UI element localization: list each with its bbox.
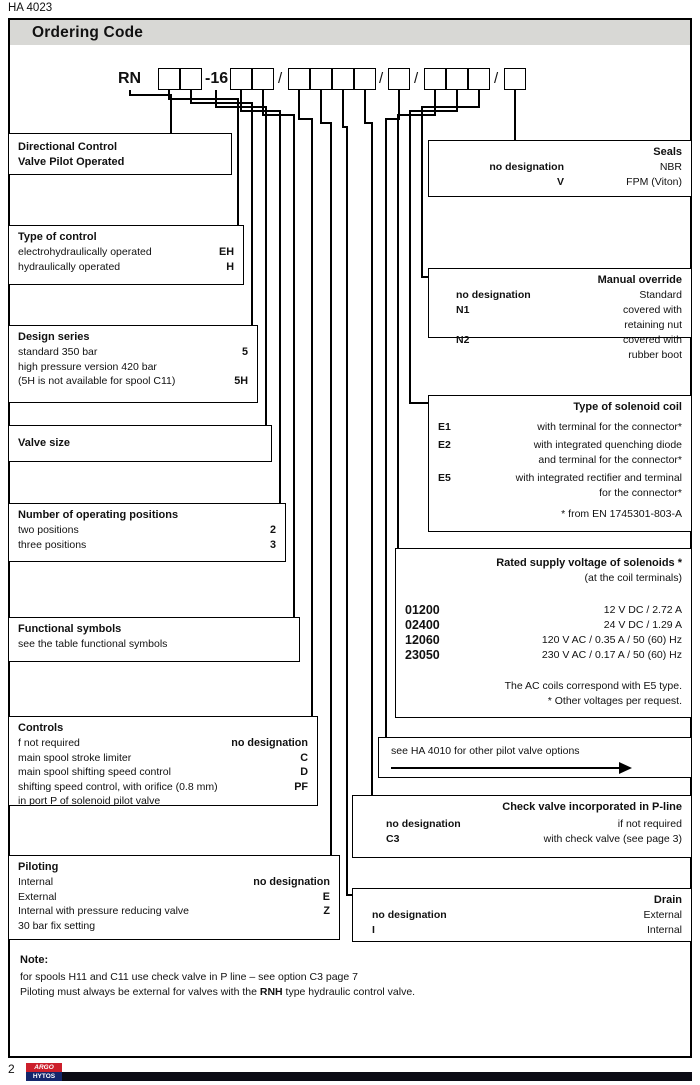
block-title: Directional Control	[18, 141, 118, 153]
code-separator: /	[278, 70, 283, 87]
spec-code: no designation	[372, 909, 447, 921]
connector-line-segment	[262, 114, 295, 116]
spec-row	[18, 794, 308, 809]
spec-code: E5	[438, 472, 451, 484]
code-size: -16	[205, 70, 229, 87]
spec-row	[438, 160, 682, 175]
spec-row	[438, 453, 682, 468]
connector-line-segment	[240, 90, 242, 110]
spec-row	[438, 486, 682, 501]
spec-row	[18, 523, 276, 538]
spec-label: with integrated rectifier and terminal	[515, 472, 682, 484]
spec-label: standard 350 bar	[18, 346, 98, 358]
spec-code: 12060	[405, 633, 440, 647]
spec-code: C3	[386, 833, 400, 845]
spec-row	[362, 923, 682, 938]
code-separator: /	[414, 70, 419, 87]
spec-label: with integrated quenching diode	[533, 439, 682, 451]
connector-line-segment	[215, 90, 217, 106]
block-title: Functional symbols	[18, 623, 122, 635]
spec-label: see the table functional symbols	[18, 638, 168, 650]
spec-row	[18, 260, 234, 275]
connector-line-segment	[409, 402, 430, 404]
footer-page-number: 2	[8, 1062, 15, 1076]
block-note: The AC coils correspond with E5 type.	[504, 680, 682, 692]
connector-line-segment	[293, 114, 295, 618]
block-title: Number of operating positions	[18, 509, 179, 521]
connector-line-segment	[330, 122, 332, 856]
spec-row	[18, 875, 330, 890]
block-title: Controls	[18, 722, 64, 734]
code-box	[468, 68, 490, 90]
spec-row	[438, 303, 682, 333]
spec-label: Standard	[639, 289, 682, 301]
spec-row	[18, 538, 276, 553]
spec-code: 02400	[405, 618, 440, 632]
page-title: Ordering Code	[32, 23, 144, 41]
spec-code: N2	[456, 334, 470, 346]
spec-label: Internal with pressure reducing valve	[18, 905, 190, 918]
spec-row	[18, 780, 308, 795]
spec-code: 23050	[405, 648, 440, 662]
spec-code: Z	[323, 905, 330, 918]
connector-line-segment	[342, 90, 344, 126]
spec-row	[438, 471, 682, 486]
spec-code: E	[322, 890, 330, 903]
block-note: * Other voltages per request.	[547, 695, 682, 707]
connector-line-segment	[262, 90, 264, 114]
spec-label: if not required	[617, 818, 682, 830]
block-title: Check valve incorporated in P-line	[502, 801, 682, 813]
code-separator: /	[379, 70, 384, 87]
spec-row	[18, 345, 248, 360]
connector-line-segment	[190, 102, 253, 104]
code-box	[288, 68, 310, 90]
block-text: see HA 4010 for other pilot valve options	[391, 745, 580, 757]
code-box	[230, 68, 252, 90]
block-valve-size	[8, 425, 272, 462]
spec-code: no designation	[386, 818, 461, 830]
spec-row	[405, 633, 682, 648]
footer-bar	[62, 1072, 692, 1081]
connector-line-segment	[265, 106, 267, 426]
block-title: Rated supply voltage of solenoids *	[496, 557, 682, 569]
block-title: Manual override	[597, 274, 682, 286]
block-supply-voltage	[395, 548, 692, 718]
connector-line-segment	[240, 110, 281, 112]
block-check-valve	[352, 795, 692, 858]
spec-label: shifting speed control, with orifice (0.8 mm)	[18, 780, 218, 793]
spec-code: 5H	[234, 375, 248, 388]
connector-line-segment	[514, 90, 516, 141]
spec-code: C	[300, 751, 308, 764]
spec-label: three positions	[18, 538, 87, 551]
spec-code: H	[226, 260, 234, 273]
spec-code: no designation	[231, 737, 308, 749]
spec-label: for the connector*	[599, 487, 682, 499]
note-label: Note:	[20, 954, 49, 966]
connector-line-segment	[371, 122, 373, 796]
spec-code: D	[300, 766, 308, 779]
connector-line-segment	[279, 110, 281, 504]
spec-label: in port P of solenoid pilot valve	[18, 795, 161, 808]
note-line: for spools H11 and C11 use check valve in P line – see option C3 page 7	[20, 971, 358, 983]
block-functional-symbols	[8, 617, 300, 662]
doc-reference: HA 4023	[8, 2, 53, 14]
spec-code: 2	[269, 524, 276, 536]
spec-label: hydraulically operated	[18, 260, 121, 273]
block-type-of-control	[8, 225, 244, 285]
connector-line-segment	[421, 106, 423, 276]
header-bar	[10, 20, 690, 45]
spec-code: E2	[438, 439, 451, 451]
connector-line-segment	[397, 114, 399, 549]
brand-logo-hytos: HYTOS	[26, 1072, 62, 1081]
connector-line-segment	[237, 98, 239, 226]
spec-code: E1	[438, 421, 451, 433]
spec-label: with terminal for the connector*	[537, 421, 682, 433]
spec-label: NBR	[659, 161, 682, 173]
spec-label: 30 bar fix setting	[18, 919, 96, 932]
spec-row	[438, 333, 682, 363]
spec-label: FPM (Viton)	[626, 176, 682, 188]
spec-row	[18, 751, 308, 766]
block-title: Type of solenoid coil	[573, 401, 682, 413]
spec-label: f not required	[18, 737, 80, 749]
code-box	[354, 68, 376, 90]
block-solenoid-coil	[428, 395, 692, 532]
spec-row	[362, 817, 682, 832]
block-pilot-valve-options	[378, 737, 692, 778]
code-box	[310, 68, 332, 90]
note-text: type hydraulic control valve.	[282, 986, 416, 998]
connector-line-segment	[320, 90, 322, 122]
connector-line-segment	[168, 90, 170, 98]
connector-line-segment	[251, 102, 253, 326]
spec-code: 5	[241, 346, 248, 358]
connector-line-segment	[168, 98, 239, 100]
note-bold-text: RNH	[259, 986, 283, 998]
spec-label: covered with rubber boot	[623, 334, 682, 361]
code-box	[446, 68, 468, 90]
spec-label: covered with retaining nut	[623, 304, 682, 331]
spec-row	[18, 245, 234, 260]
block-title: Seals	[653, 146, 682, 158]
code-box	[332, 68, 354, 90]
spec-row	[405, 618, 682, 633]
spec-row	[18, 919, 330, 934]
code-box	[504, 68, 526, 90]
block-subtitle: (at the coil terminals)	[584, 572, 682, 584]
arrow-line	[391, 767, 619, 769]
spec-label: two positions	[18, 524, 79, 536]
spec-code	[438, 453, 480, 468]
spec-row	[438, 438, 682, 453]
spec-code	[438, 486, 480, 501]
block-manual-override	[428, 268, 692, 361]
spec-row	[18, 637, 290, 652]
spec-row	[438, 288, 682, 303]
spec-row	[18, 904, 330, 919]
connector-line-segment	[397, 114, 436, 116]
note-line	[20, 986, 415, 998]
code-box	[180, 68, 202, 90]
block-title: Drain	[653, 894, 682, 906]
block-title: Type of control	[18, 231, 97, 243]
spec-label: with check valve (see page 3)	[543, 833, 682, 845]
block-seals	[428, 140, 692, 197]
connector-line-segment	[129, 94, 172, 96]
spec-label: Internal	[18, 876, 54, 888]
block-title: Valve Pilot Operated	[18, 156, 125, 168]
block-controls	[8, 716, 318, 806]
connector-line-segment	[190, 90, 192, 102]
connector-line-segment	[385, 118, 387, 738]
spec-code: no designation	[489, 161, 564, 173]
connector-line-segment	[478, 90, 480, 106]
spec-label: main spool stroke limiter	[18, 751, 132, 764]
spec-row	[18, 890, 330, 905]
spec-label: External	[18, 890, 57, 903]
note-text: Piloting must always be external for valves with the	[20, 986, 260, 998]
spec-row	[438, 420, 682, 435]
arrow-right-icon	[619, 762, 632, 774]
spec-code: 3	[269, 538, 276, 551]
spec-code: N1	[456, 304, 470, 316]
spec-row	[405, 648, 682, 663]
spec-label: and terminal for the connector*	[538, 454, 682, 466]
code-separator: /	[494, 70, 499, 87]
spec-code: V	[556, 176, 564, 188]
spec-row	[362, 832, 682, 847]
block-title: Valve size	[18, 437, 70, 449]
block-footnote: * from EN 1745301-803-A	[561, 508, 682, 520]
block-operating-positions	[8, 503, 286, 562]
spec-row	[362, 908, 682, 923]
spec-label: 230 V AC / 0.17 A / 50 (60) Hz	[541, 649, 682, 661]
connector-line-segment	[346, 126, 348, 894]
spec-row	[405, 603, 682, 618]
connector-line-segment	[409, 110, 411, 402]
code-box	[252, 68, 274, 90]
code-box	[158, 68, 180, 90]
connector-line-segment	[298, 90, 300, 118]
spec-code: PF	[294, 780, 308, 793]
spec-label: main spool shifting speed control	[18, 766, 171, 779]
connector-line-segment	[170, 94, 172, 134]
spec-label: 120 V AC / 0.35 A / 50 (60) Hz	[541, 634, 682, 646]
connector-line-segment	[421, 106, 480, 108]
spec-code: 01200	[405, 603, 440, 617]
code-prefix: RN	[118, 70, 142, 87]
spec-label: Internal	[646, 924, 682, 936]
spec-label: 24 V DC / 1.29 A	[603, 619, 682, 631]
spec-label: (5H is not available for spool C11)	[18, 375, 176, 388]
block-piloting	[8, 855, 340, 940]
spec-row	[18, 374, 248, 389]
spec-row	[18, 360, 248, 375]
connector-line-segment	[409, 110, 458, 112]
connector-line-segment	[364, 90, 366, 122]
block-drain	[352, 888, 692, 942]
code-box	[424, 68, 446, 90]
block-title: Design series	[18, 331, 90, 343]
spec-label: electrohydraulically operated	[18, 246, 152, 258]
block-title: Piloting	[18, 861, 59, 873]
spec-row	[438, 175, 682, 190]
spec-code: I	[372, 924, 375, 936]
brand-logo-argo: ARGO	[26, 1063, 62, 1072]
spec-code: no designation	[456, 289, 531, 301]
block-design-series	[8, 325, 258, 403]
block-directional-control	[8, 133, 232, 175]
spec-label: 12 V DC / 2.72 A	[603, 604, 682, 616]
code-box	[388, 68, 410, 90]
spec-label: high pressure version 420 bar	[18, 360, 157, 373]
spec-row	[18, 765, 308, 780]
spec-label: External	[643, 909, 682, 921]
connector-line-segment	[311, 118, 313, 717]
spec-code: no designation	[253, 876, 330, 888]
spec-row	[18, 736, 308, 751]
spec-code: EH	[219, 246, 234, 258]
